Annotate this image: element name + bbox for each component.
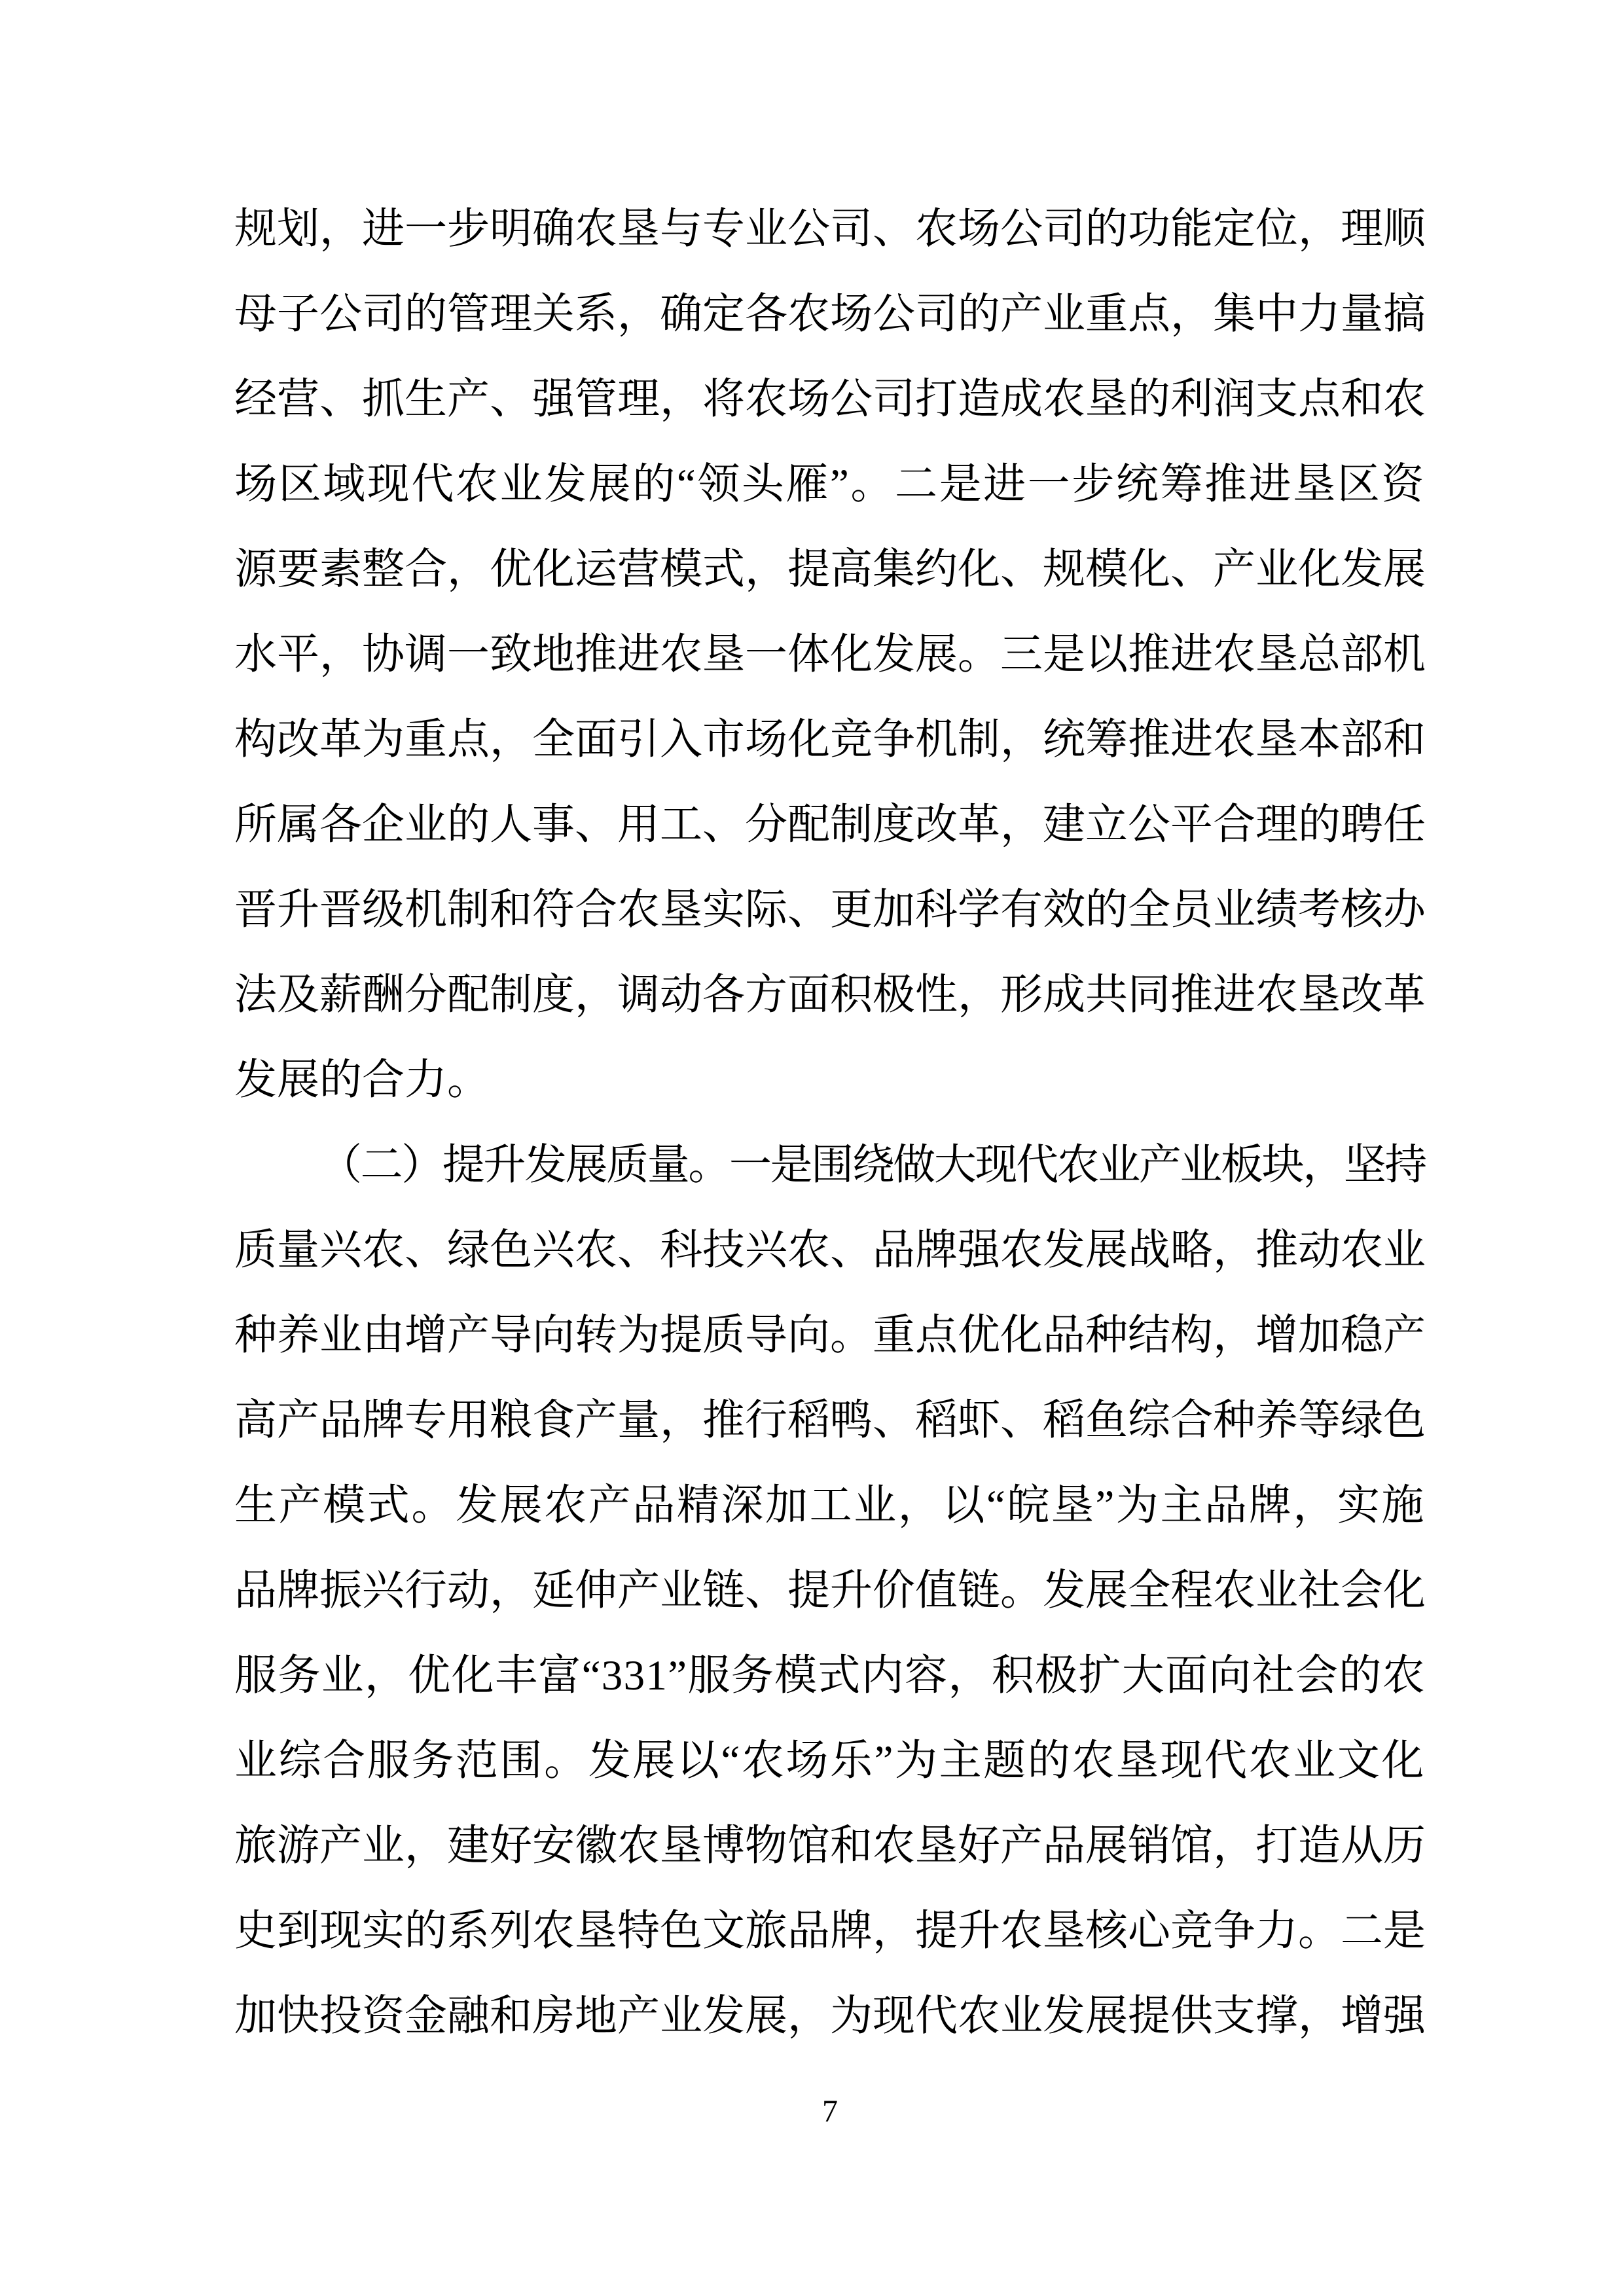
text-line (234, 1123, 1426, 1208)
text-line-content: 发展的合力。 (234, 1057, 490, 1104)
text-line-content: 场区域现代农业发展的“领头雁”。二是进一步统筹推进垦区资 (234, 461, 1426, 508)
text-line (234, 612, 1426, 697)
text-line (234, 187, 1426, 272)
text-line-content: 晋升晋级机制和符合农垦实际、更加科学有效的全员业绩考核办 (234, 886, 1426, 933)
document-body (234, 187, 1426, 2059)
text-line (234, 1463, 1426, 1548)
text-line-content: 母子公司的管理关系，确定各农场公司的产业重点，集中力量搞 (234, 291, 1426, 338)
text-line (234, 1038, 1426, 1123)
text-line-content: 所属各企业的人事、用工、分配制度改革，建立公平合理的聘任 (234, 801, 1426, 848)
text-line (234, 1803, 1426, 1888)
text-line-content: 品牌振兴行动，延伸产业链、提升价值链。发展全程农业社会化 (234, 1567, 1426, 1614)
text-line-content: 生产模式。发展农产品精深加工业，以“皖垦”为主品牌，实施 (234, 1482, 1426, 1529)
text-line-content: 法及薪酬分配制度，调动各方面积极性，形成共同推进农垦改革 (234, 971, 1426, 1019)
text-line (234, 1718, 1426, 1803)
text-line (234, 952, 1426, 1038)
text-line-content: 源要素整合，优化运营模式，提高集约化、规模化、产业化发展 (234, 546, 1426, 593)
text-line-content: （二）提升发展质量。一是围绕做大现代农业产业板块，坚持 (319, 1142, 1426, 1189)
text-line (234, 442, 1426, 527)
text-line-content: 史到现实的系列农垦特色文旅品牌，提升农垦核心竞争力。二是 (234, 1907, 1426, 1955)
text-line-content: 服务业，优化丰富“331”服务模式内容，积极扩大面向社会的农 (234, 1652, 1426, 1699)
text-line-content: 水平，协调一致地推进农垦一体化发展。三是以推进农垦总部机 (234, 631, 1426, 678)
text-line (234, 697, 1426, 782)
text-line (234, 782, 1426, 867)
text-line-content: 种养业由增产导向转为提质导向。重点优化品种结构，增加稳产 (234, 1312, 1426, 1359)
text-line (234, 1888, 1426, 1974)
text-line-content: 构改革为重点，全面引入市场化竞争机制，统筹推进农垦本部和 (234, 716, 1426, 763)
text-line (234, 867, 1426, 952)
text-line (234, 1208, 1426, 1293)
text-line-content: 业综合服务范围。发展以“农场乐”为主题的农垦现代农业文化 (234, 1737, 1426, 1784)
text-line (234, 1633, 1426, 1718)
text-line (234, 357, 1426, 442)
text-line (234, 1974, 1426, 2059)
text-line-content: 加快投资金融和房地产业发展，为现代农业发展提供支撑，增强 (234, 1993, 1426, 2040)
text-line-content: 旅游产业，建好安徽农垦博物馆和农垦好产品展销馆，打造从历 (234, 1822, 1426, 1870)
text-line (234, 1548, 1426, 1633)
text-line (234, 1293, 1426, 1378)
text-line (234, 272, 1426, 357)
page-number: 7 (822, 2094, 838, 2129)
text-line-content: 规划，进一步明确农垦与专业公司、农场公司的功能定位，理顺 (234, 206, 1426, 253)
text-line-content: 高产品牌专用粮食产量，推行稻鸭、稻虾、稻鱼综合种养等绿色 (234, 1397, 1426, 1444)
text-line-content: 经营、抓生产、强管理，将农场公司打造成农垦的利润支点和农 (234, 376, 1426, 423)
text-line (234, 1378, 1426, 1463)
text-line-content: 质量兴农、绿色兴农、科技兴农、品牌强农发展战略，推动农业 (234, 1227, 1426, 1274)
text-line (234, 527, 1426, 612)
